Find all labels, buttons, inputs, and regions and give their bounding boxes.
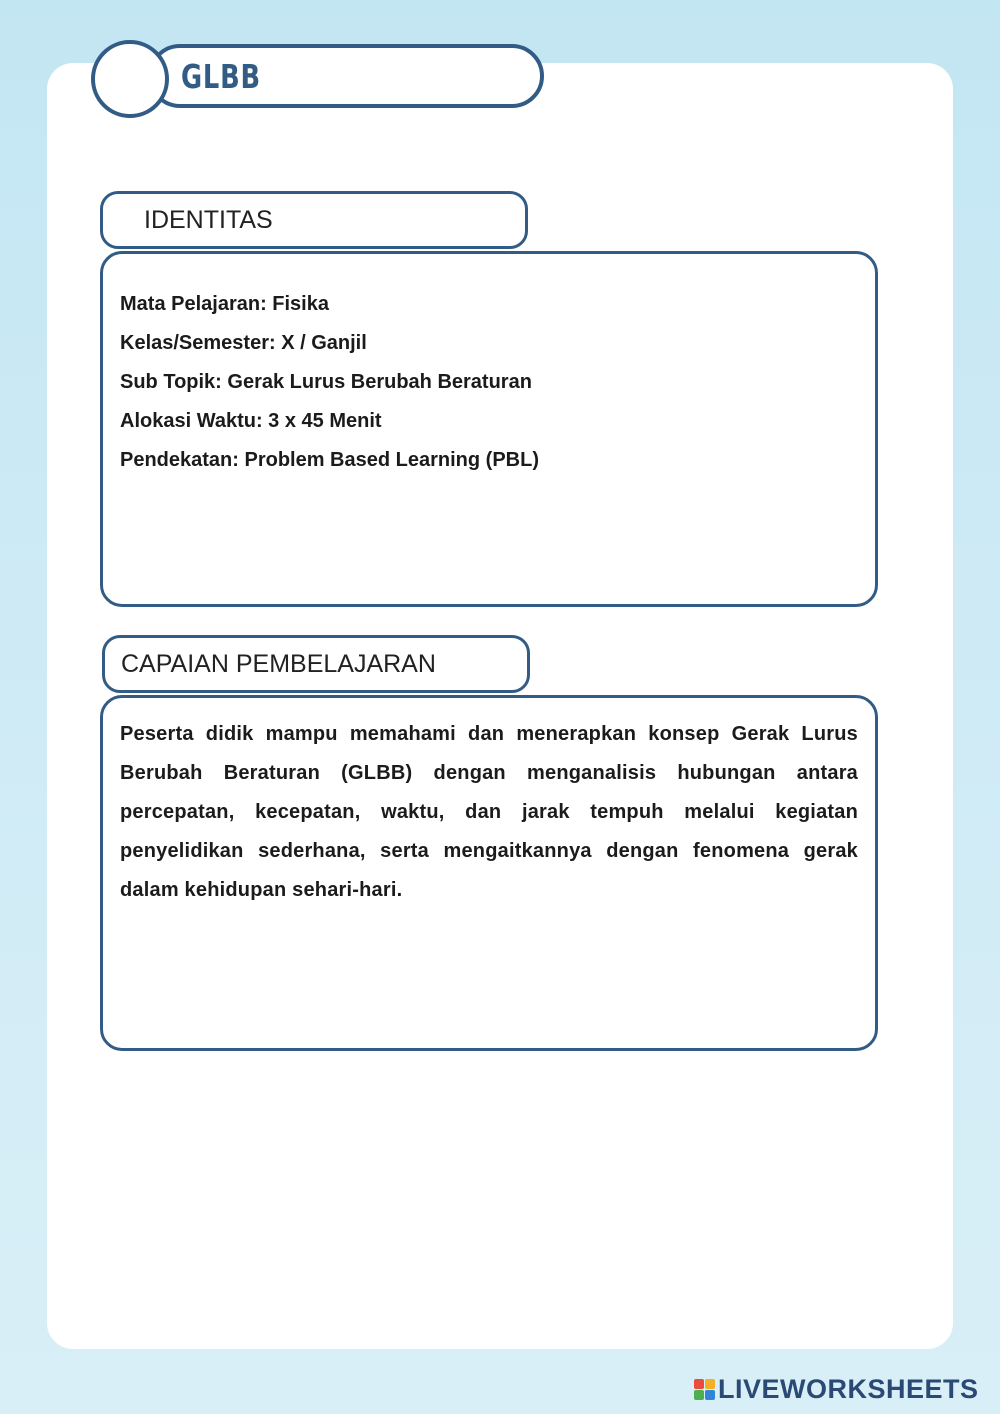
liveworksheets-watermark: [694, 1373, 979, 1405]
liveworksheets-logo-icon: [694, 1379, 715, 1400]
watermark-text: LIVEWORKSHEETS: [718, 1373, 979, 1404]
info-item-kelas-semester: Kelas/Semester: X / Ganjil: [120, 332, 367, 354]
identitas-heading: IDENTITAS: [100, 191, 528, 249]
capaian-box: [100, 695, 878, 1051]
page-title: GLBB: [181, 57, 261, 96]
info-item-alokasi-waktu: Alokasi Waktu: 3 x 45 Menit: [120, 410, 382, 432]
info-item-mata-pelajaran: Mata Pelajaran: Fisika: [120, 293, 329, 315]
capaian-heading: CAPAIAN PEMBELAJARAN: [102, 635, 530, 693]
identitas-list: [120, 285, 539, 480]
info-item-sub-topik: Sub Topik: Gerak Lurus Berubah Beraturan: [120, 371, 532, 393]
capaian-text: Peserta didik mampu memahami dan menerapkan konsep Gerak Lurus Berubah Beraturan (GLBB) dengan menganalisis hubungan antara percepatan, kecepatan, waktu, dan jarak tempuh melalui kegiatan penyelidikan sederhana, serta mengaitkannya dengan fenomena gerak dalam kehidupan sehari-hari.: [120, 723, 858, 901]
info-item-pendekatan: Pendekatan: Problem Based Learning (PBL): [120, 449, 539, 471]
title-circle-decoration: [91, 40, 169, 118]
identitas-box: [100, 251, 878, 607]
